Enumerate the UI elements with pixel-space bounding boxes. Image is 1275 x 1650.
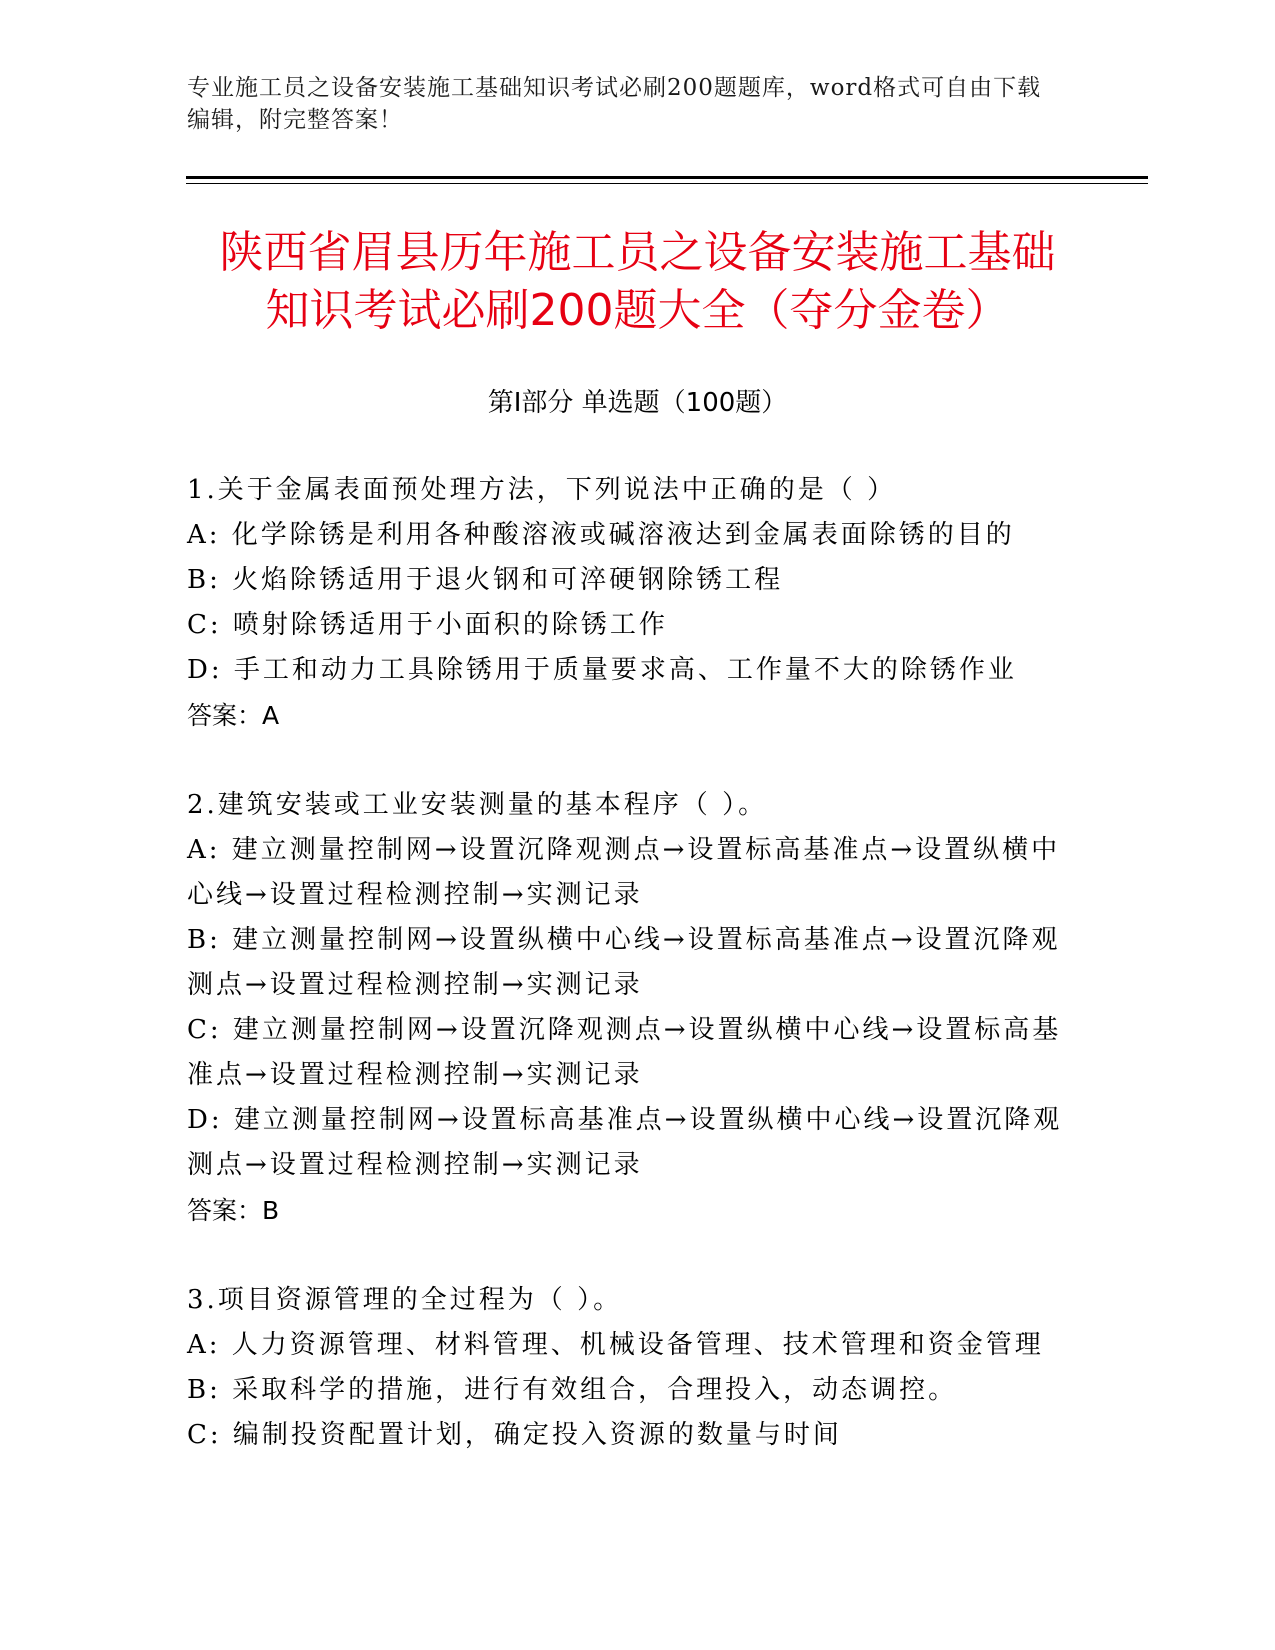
answer: 答案：B xyxy=(187,1196,280,1225)
question-stem: 1.关于金属表面预处理方法，下列说法中正确的是（ ） xyxy=(187,475,897,505)
option-b: B: 采取科学的措施，进行有效组合，合理投入，动态调控。 xyxy=(187,1375,958,1405)
option-d: D: 建立测量控制网→设置标高基准点→设置纵横中心线→设置沉降观测点→设置过程检测控制→实测记录 xyxy=(187,1105,1063,1180)
title-line-1: 陕西省眉县历年施工员之设备安装施工基础 xyxy=(219,227,1056,278)
question-2 xyxy=(187,783,1067,1233)
option-d: D: 手工和动力工具除锈用于质量要求高、工作量不大的除锈作业 xyxy=(187,655,1017,685)
question-1 xyxy=(187,468,1067,738)
option-b: B: 火焰除锈适用于退火钢和可淬硬钢除锈工程 xyxy=(187,565,784,595)
header-divider-thin xyxy=(186,183,1148,184)
option-c: C: 编制投资配置计划，确定投入资源的数量与时间 xyxy=(187,1420,842,1450)
option-c: C: 建立测量控制网→设置沉降观测点→设置纵横中心线→设置标高基准点→设置过程检测控制→实测记录 xyxy=(187,1015,1062,1090)
section-heading: 第Ⅰ部分 单选题（100题） xyxy=(487,388,788,418)
header-note: 专业施工员之设备安装施工基础知识考试必刷200题题库，word格式可自由下载编辑，附完整答案！ xyxy=(187,75,1042,133)
title-line-2: 知识考试必刷200题大全（夺分金卷） xyxy=(265,285,1010,336)
option-c: C: 喷射除锈适用于小面积的除锈工作 xyxy=(187,610,668,640)
header-divider-thick xyxy=(186,176,1148,179)
answer: 答案：A xyxy=(187,701,280,730)
option-a: A: 建立测量控制网→设置沉降观测点→设置标高基准点→设置纵横中心线→设置过程检测控制→实测记录 xyxy=(187,835,1061,910)
question-3 xyxy=(187,1278,1067,1458)
option-b: B: 建立测量控制网→设置纵横中心线→设置标高基准点→设置沉降观测点→设置过程检测控制→实测记录 xyxy=(187,925,1061,1000)
question-stem: 2.建筑安装或工业安装测量的基本程序（ ）。 xyxy=(187,790,768,820)
question-stem: 3.项目资源管理的全过程为（ ）。 xyxy=(187,1285,623,1315)
question-list xyxy=(187,468,1067,1503)
option-a: A: 人力资源管理、材料管理、机械设备管理、技术管理和资金管理 xyxy=(187,1330,1044,1360)
option-a: A: 化学除锈是利用各种酸溶液或碱溶液达到金属表面除锈的目的 xyxy=(187,520,1015,550)
document-title xyxy=(150,224,1125,340)
